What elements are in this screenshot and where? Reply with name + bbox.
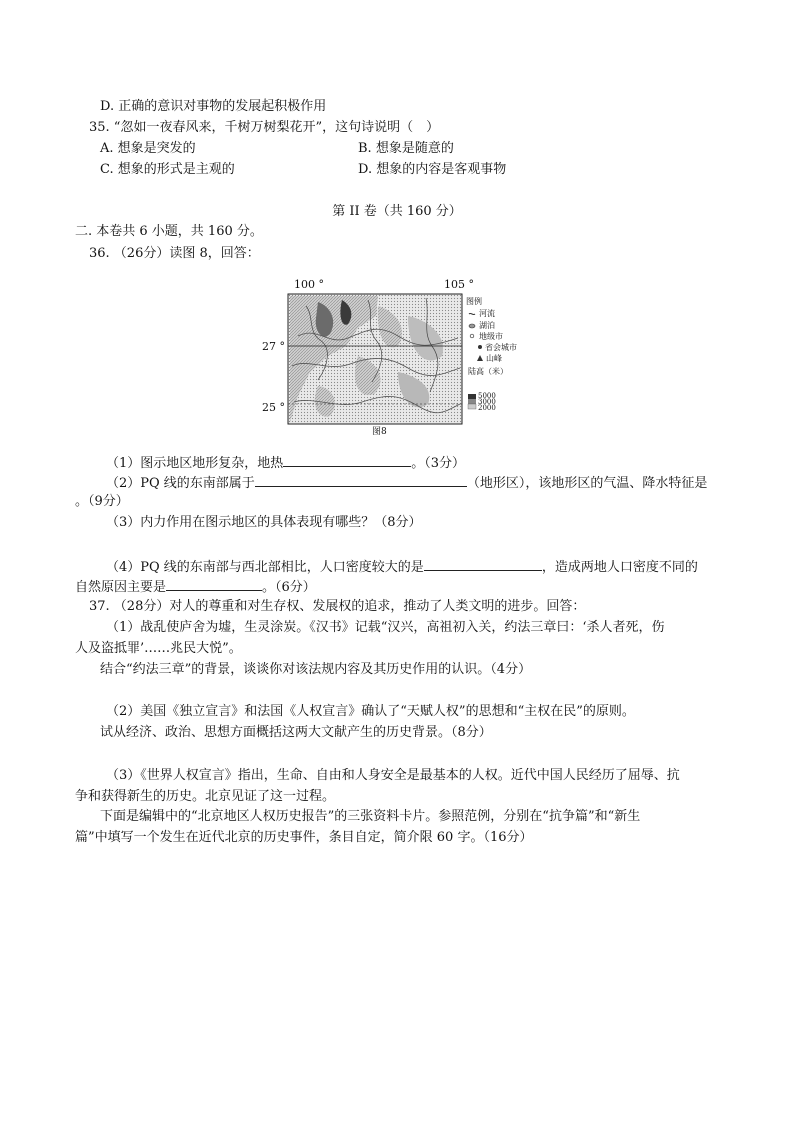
q35-option-b: B. 想象是随意的	[358, 141, 454, 156]
q36-sub1-points: 。（3分）	[411, 456, 466, 471]
map-lat-bottom: 25 °	[262, 401, 285, 414]
q37-sub3-line3: 下面是编辑中的“北京地区人权历史报告”的三张资料卡片。参照范例，分别在“抗争篇”和“新生	[100, 809, 641, 824]
map-lon-right: 105 °	[444, 278, 474, 291]
q36-sub4-mid: ，造成两地人口密度不同的	[541, 560, 698, 575]
legend-peak: 山峰	[486, 354, 502, 363]
q36-sub4-line2	[75, 577, 316, 597]
answer-blank[interactable]	[283, 453, 411, 467]
q35-option-a: A. 想象是突发的	[100, 141, 196, 156]
legend-elevation: 陆高（米）	[468, 367, 508, 376]
map-figure	[258, 276, 528, 440]
q36-sub4	[106, 557, 698, 577]
q35-option-d: D. 想象的内容是客观事物	[358, 162, 507, 177]
part2-intro: 二. 本卷共 6 小题，共 160 分。	[75, 224, 263, 239]
q36-sub2-text: （2）PQ 线的东南部属于	[106, 476, 255, 491]
legend-elev-3: 2000	[478, 404, 496, 412]
q37-stem: 37. （28分）对人的尊重和对生存权、发展权的追求，推动了人类文明的进步。回答：	[89, 599, 586, 614]
q36-sub2-end: 。（9分）	[75, 494, 129, 509]
q36-sub3: （3）内力作用在图示地区的具体表现有哪些？（8分）	[106, 515, 422, 530]
answer-blank[interactable]	[166, 577, 262, 591]
q35-stem: 35. “忽如一夜春风来，千树万树梨花开”，这句诗说明（ ）	[89, 120, 440, 135]
answer-blank[interactable]	[255, 473, 467, 487]
map-lon-left: 100 °	[294, 278, 324, 291]
q36-sub4-text: （4）PQ 线的东南部与西北部相比，人口密度较大的是	[106, 560, 424, 575]
q36-sub4-points: 。（6分）	[262, 580, 316, 595]
part2-title: 第 II 卷（共 160 分）	[332, 204, 462, 219]
legend-river: 河流	[479, 309, 495, 318]
map-lat-top: 27 °	[262, 340, 285, 353]
legend-elev-2: 3000	[478, 398, 496, 406]
q37-sub2-line1: （2）美国《独立宣言》和法国《人权宣言》确认了“天赋人权”的思想和“主权在民”的原则。	[106, 704, 635, 719]
q36-sub2-mid: （地形区），该地形区的气温、降水特征是	[466, 476, 708, 491]
q37-sub3-line2: 争和获得新生的历史。北京见证了这一过程。	[75, 789, 336, 804]
q37-sub2-line2: 试从经济、政治、思想方面概括这两大文献产生的历史背景。（8分）	[100, 725, 492, 740]
q36-sub1	[106, 453, 465, 473]
q35-option-c: C. 想象的形式是主观的	[100, 162, 235, 177]
legend-elev-1: 5000	[478, 392, 496, 400]
q36-sub1-text: （1）图示地区地形复杂，地热	[106, 456, 284, 471]
q36-sub2	[106, 473, 707, 493]
q37-sub1-line3: 结合“约法三章”的背景，谈谈你对该法规内容及其历史作用的认识。（4分）	[100, 662, 532, 677]
q34-option-d: D. 正确的意识对事物的发展起积极作用	[100, 99, 327, 114]
figure-caption: 图8	[372, 427, 387, 437]
q36-stem: 36. （26分）读图 8，回答：	[89, 246, 260, 261]
q36-sub4-line2-text: 自然原因主要是	[75, 580, 167, 595]
legend-lake: 湖泊	[479, 321, 495, 330]
legend-capital: 省会城市	[485, 343, 517, 352]
q37-sub3-line1: （3）《世界人权宣言》指出，生命、自由和人身安全是最基本的人权。近代中国人民经历了屈辱、抗	[106, 768, 680, 783]
legend-title: 图例	[466, 297, 482, 306]
legend-city: 地级市	[479, 332, 503, 341]
q37-sub1-line2: 人及盗抵罪’……兆民大悦”。	[75, 641, 242, 656]
q37-sub1-line1: （1）战乱使庐舍为墟，生灵涂炭。《汉书》记载“汉兴，高祖初入关，约法三章曰：‘杀人者死，伤	[106, 620, 665, 635]
q37-sub3-line4: 篇”中填写一个发生在近代北京的历史事件，条目自定，简介限 60 字。（16分）	[75, 830, 533, 845]
answer-blank[interactable]	[424, 557, 542, 571]
